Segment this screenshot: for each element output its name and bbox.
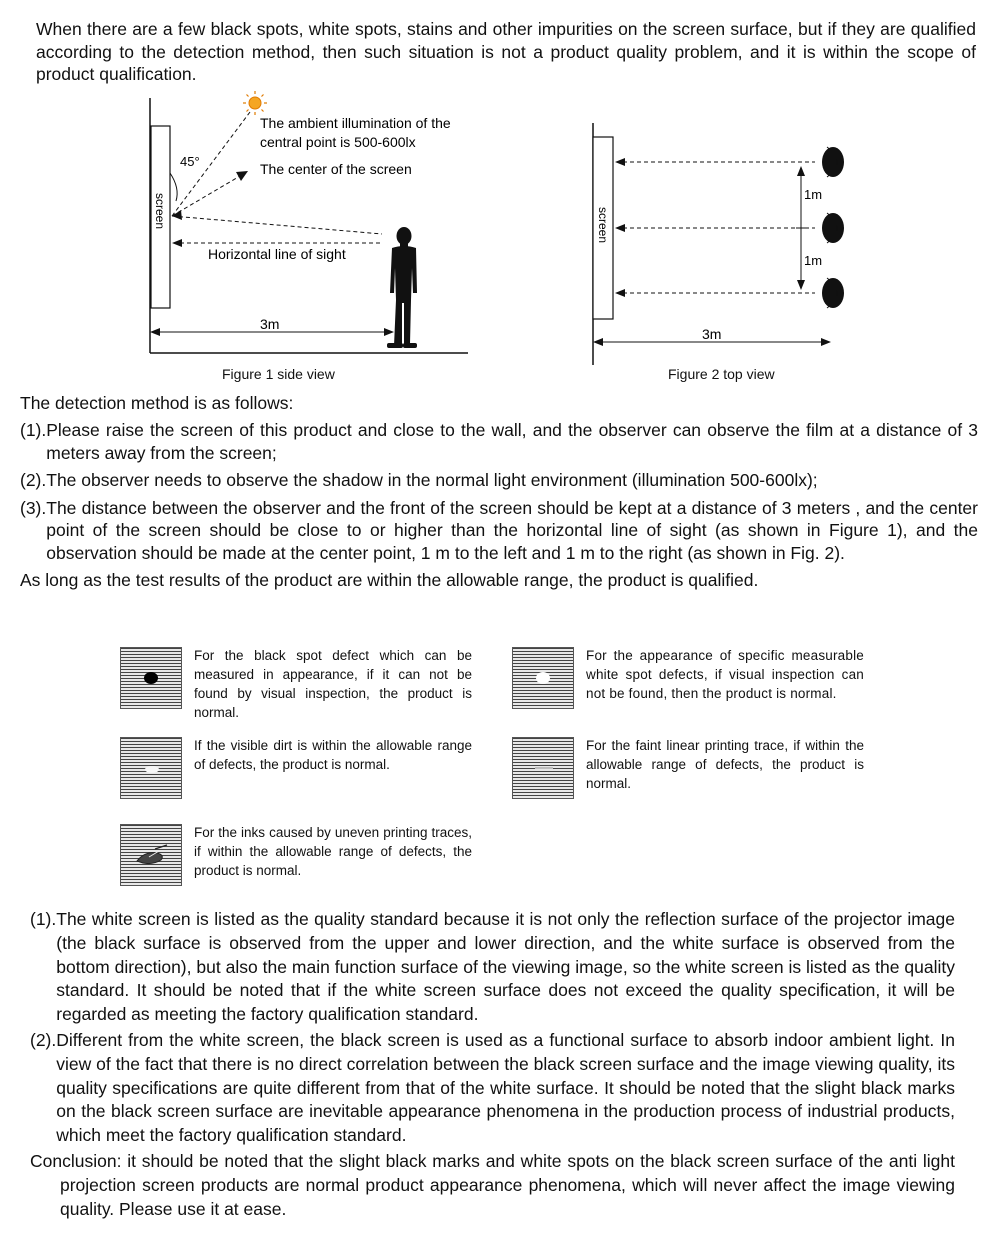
defect-text: For the faint linear printing trace, if within the allowable range of defects, the product is normal. — [586, 738, 864, 791]
figure1-caption: Figure 1 side view — [222, 366, 335, 382]
gap2-label: 1m — [804, 253, 823, 268]
screen-label: screen — [596, 207, 610, 244]
linear-trace-icon — [512, 737, 574, 799]
method-item — [20, 419, 978, 464]
sight-arrowhead — [172, 239, 182, 247]
method-item-text: The distance between the observer and the front of the screen should be kept at a distance of 3 meters , and the center point of the screen should be close to or higher than the horizontal line of sight (as shown in Figure 1), and the observation should be made at the center point, 1 m to the left and 1 m to the right (as shown in Fig. 2). — [46, 497, 978, 563]
illum-label-line2: central point is 500-600lx — [260, 134, 416, 150]
sun-icon — [243, 91, 267, 115]
defect-sample — [120, 824, 182, 886]
sight-line-diag — [172, 216, 382, 234]
figure2-caption: Figure 2 top view — [668, 366, 775, 382]
white-spot-icon — [512, 647, 574, 709]
conclusion: Conclusion: it should be noted that the slight black marks and white spots on the black screen surface of the anti light projection screen products are normal product appearance phenomena, which will never affect the image viewing quality. Please use it at ease. — [30, 1150, 955, 1219]
center-label: The center of the screen — [260, 161, 412, 177]
gap1-label: 1m — [804, 187, 823, 202]
note-item-text: The white screen is listed as the quality standard because it is not only the reflection surface of the projector image (the black surface is observed from the upper and lower direction, and the white surface is observed from the bottom direction), but also the main function surface of the viewing image, so the white screen is listed as the quality standard. It should be noted that if the white screen surface does not exceed the quality specification, it will be regarded as meeting the factory qualification standard. — [56, 909, 955, 1025]
observer-head-icon — [822, 278, 844, 308]
method-summary: As long as the test results of the product are within the allowable range, the product is qualified. — [20, 570, 759, 590]
note-item-text: Different from the white screen, the black screen is used as a functional surface to absorb indoor ambient light. In view of the fact that there is no direct correlation between the black screen surface and the image viewing quality, its quality specifications are quite different from that of the white surface. It should be noted that the slight black marks on the black screen surface are inevitable appearance phenomena in the production process of industrial products, which meet the factory qualification standard. — [56, 1029, 955, 1146]
intro-text: When there are a few black spots, white spots, stains and other impurities on the screen surface, but if they are qualified according to the detection method, then such situation is not a product quality problem, and it is within the scope of product qualification. — [36, 19, 976, 84]
center-arrowhead — [236, 171, 248, 181]
screen-label: screen — [153, 193, 167, 230]
center-line — [172, 176, 240, 216]
note-item-num: (1). — [30, 909, 57, 929]
dirt-icon — [120, 737, 182, 799]
diag-arrowhead — [172, 210, 182, 220]
figure1-side-view — [140, 88, 480, 388]
distance-label: 3m — [702, 326, 722, 342]
defect-sample — [512, 737, 574, 799]
method-item-num: (1). — [20, 420, 47, 440]
sight-label: Horizontal line of sight — [208, 246, 346, 262]
note-item-num: (2). — [30, 1029, 57, 1050]
illum-label-line1: The ambient illumination of the — [260, 115, 451, 131]
method-item — [20, 469, 978, 492]
defect-text: For the black spot defect which can be measured in appearance, if it can not be found by visual inspection, the product is normal. — [194, 648, 472, 720]
method-item-num: (3). — [20, 497, 47, 518]
defect-sample — [120, 737, 182, 799]
note-item — [30, 908, 955, 1027]
defect-text: For the appearance of specific measurable white spot defects, if visual inspection can not be found, then the product is normal. — [586, 648, 864, 701]
person-icon — [387, 227, 417, 348]
figure2-top-view — [585, 115, 875, 370]
defect-text: For the inks caused by uneven printing traces, if within the allowable range of defects, the product is normal. — [194, 825, 472, 878]
angle-label: 45° — [180, 154, 200, 169]
notes-list — [30, 908, 955, 1221]
ink-trace-icon — [120, 824, 182, 886]
note-item — [30, 1029, 955, 1148]
observer-head-icon — [822, 147, 844, 177]
method-item-num: (2). — [20, 470, 47, 490]
defect-sample — [120, 647, 182, 709]
angle-arc — [170, 173, 177, 201]
intro-paragraph — [36, 18, 976, 86]
black-spot-icon — [120, 647, 182, 709]
defect-text: If the visible dirt is within the allowable range of defects, the product is normal. — [194, 738, 472, 772]
method-item-text: The observer needs to observe the shadow in the normal light environment (illumination 500-600lx); — [46, 470, 818, 490]
method-item-text: Please raise the screen of this product and close to the wall, and the observer can observe the film at a distance of 3 meters away from the screen; — [46, 420, 978, 463]
method-heading: The detection method is as follows: — [20, 393, 294, 413]
method-item — [20, 497, 978, 565]
observer-head-icon — [822, 213, 844, 243]
method-list — [20, 419, 978, 592]
distance-label: 3m — [260, 316, 280, 332]
defect-sample — [512, 647, 574, 709]
